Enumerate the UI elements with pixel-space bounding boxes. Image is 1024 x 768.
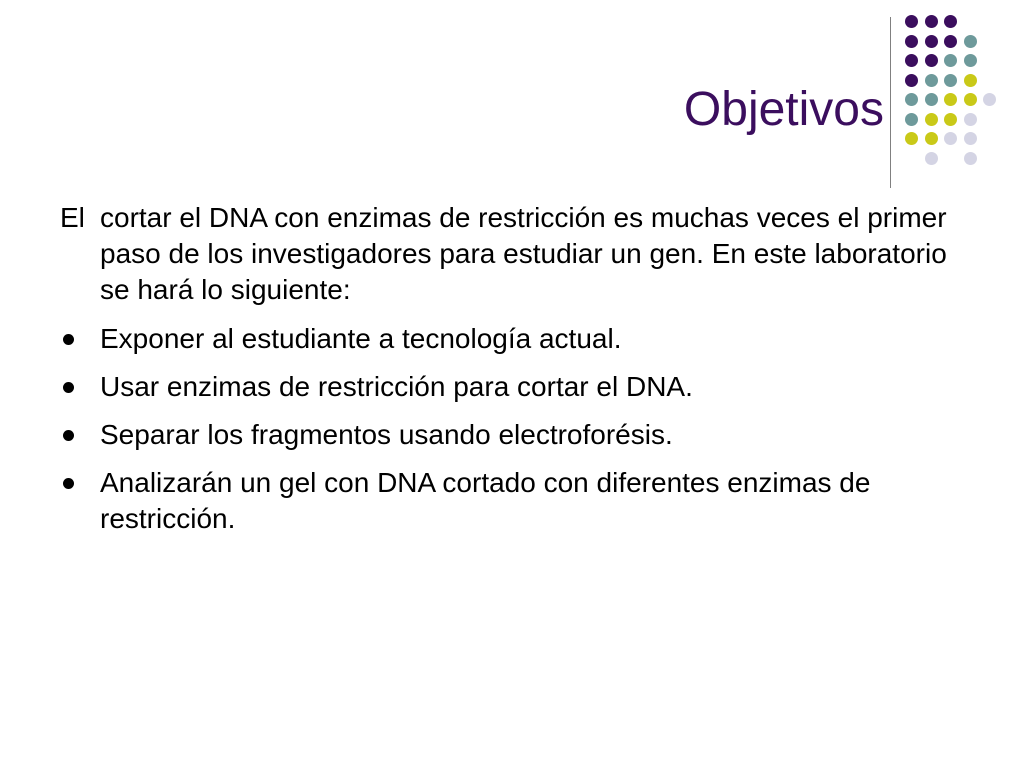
decorative-dot bbox=[925, 93, 938, 106]
decorative-dot bbox=[905, 132, 918, 145]
decorative-dot bbox=[905, 54, 918, 67]
decorative-dot bbox=[944, 113, 957, 126]
bullet-item bbox=[60, 465, 980, 537]
decorative-dot bbox=[905, 15, 918, 28]
decorative-dot bbox=[905, 113, 918, 126]
bullet-text: Usar enzimas de restricción para cortar el DNA. bbox=[100, 371, 693, 402]
decorative-dot bbox=[964, 93, 977, 106]
bullet-icon bbox=[63, 382, 74, 393]
decorative-dot bbox=[944, 74, 957, 87]
bullet-icon bbox=[63, 478, 74, 489]
intro-paragraph bbox=[60, 200, 980, 308]
decorative-dot bbox=[905, 35, 918, 48]
slide-title: Objetivos bbox=[683, 83, 884, 136]
bullet-item bbox=[60, 321, 980, 357]
decorative-dot bbox=[964, 54, 977, 67]
decorative-dot bbox=[964, 35, 977, 48]
decorative-dot bbox=[905, 93, 918, 106]
decorative-dot bbox=[944, 15, 957, 28]
decorative-dot bbox=[925, 74, 938, 87]
decorative-dot bbox=[964, 132, 977, 145]
decorative-dot bbox=[925, 35, 938, 48]
title-divider bbox=[890, 17, 891, 188]
intro-lead: El bbox=[60, 202, 85, 233]
bullet-item bbox=[60, 369, 980, 405]
decorative-dot bbox=[925, 132, 938, 145]
bullet-text: Separar los fragmentos usando electroforésis. bbox=[100, 419, 673, 450]
bullet-text: Exponer al estudiante a tecnología actual. bbox=[100, 323, 622, 354]
decorative-dot bbox=[964, 113, 977, 126]
decorative-dot bbox=[944, 35, 957, 48]
bullet-item bbox=[60, 417, 980, 453]
decorative-dot bbox=[983, 93, 996, 106]
decorative-dot bbox=[925, 152, 938, 165]
bullet-icon bbox=[63, 334, 74, 345]
decorative-dot bbox=[925, 113, 938, 126]
decorative-dot bbox=[964, 74, 977, 87]
decorative-dot bbox=[925, 15, 938, 28]
decorative-dot bbox=[964, 152, 977, 165]
decorative-dot bbox=[925, 54, 938, 67]
decorative-dot bbox=[944, 93, 957, 106]
decorative-dot bbox=[905, 74, 918, 87]
intro-text: cortar el DNA con enzimas de restricción es muchas veces el primer paso de los investigadores para estudiar un gen. En este laboratorio se hará lo siguiente: bbox=[100, 202, 947, 305]
bullet-text: Analizarán un gel con DNA cortado con diferentes enzimas de restricción. bbox=[100, 467, 871, 534]
decorative-dot bbox=[944, 54, 957, 67]
decorative-dot bbox=[944, 132, 957, 145]
decorative-dot-grid bbox=[905, 15, 1015, 165]
slide-body bbox=[60, 200, 980, 549]
bullet-icon bbox=[63, 430, 74, 441]
